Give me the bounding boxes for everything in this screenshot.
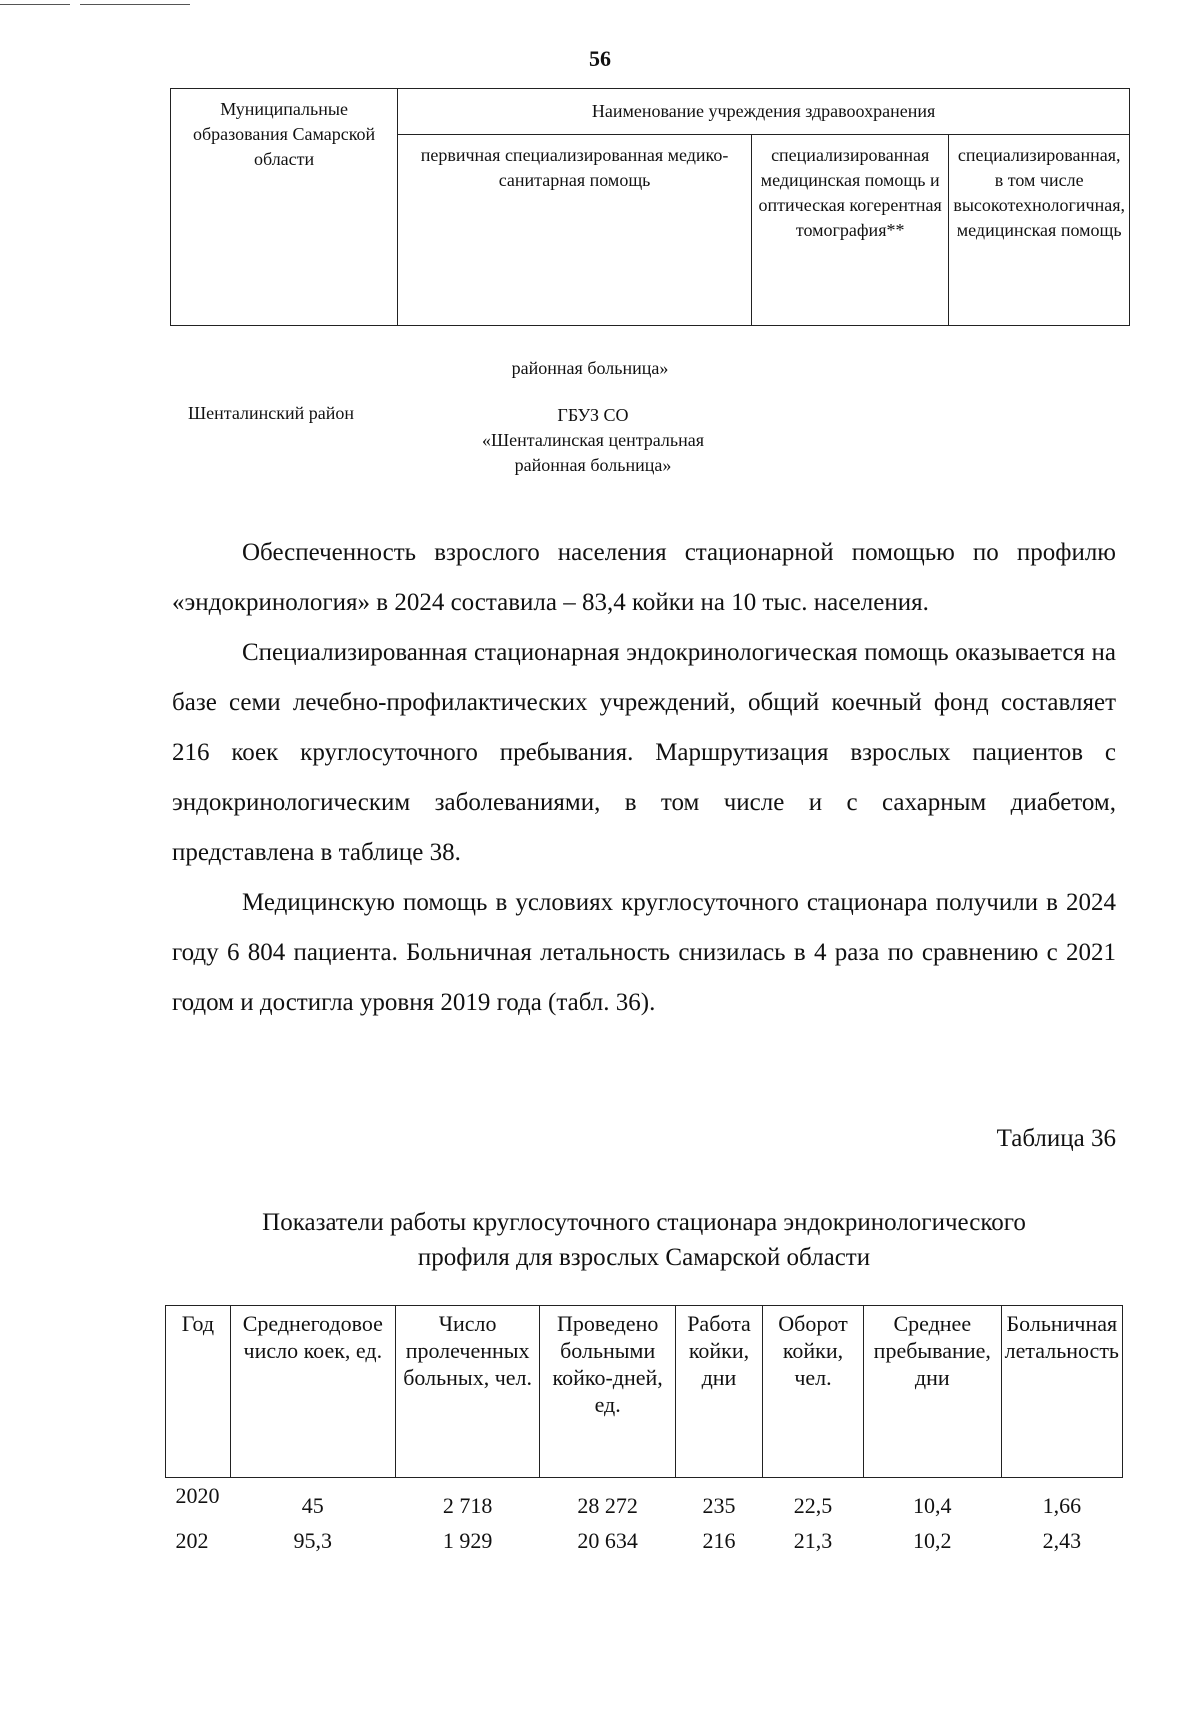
- cell-turnover: 21,3: [793, 1528, 833, 1553]
- institutions-table-header: [170, 88, 1130, 326]
- cell-bed-days: 28 272: [577, 1493, 638, 1518]
- header-avg-beds: Среднегодовое число коек, ед.: [230, 1306, 395, 1478]
- cell-bed-work: 235: [702, 1493, 736, 1518]
- cell-turnover: 22,5: [793, 1493, 833, 1518]
- paragraph: Специализированная стационарная эндокринологическая помощь оказывается на базе семи лечебно-профилактических учреждений, общий коечный фонд составляет 216 коек круглосуточного пребывания. Маршрутизация взрослых пациентов с эндокринологическим заболеваниями, в том числе и с сахарным диабетом, представлена в таблице 38.: [172, 639, 1116, 866]
- header-treated-patients: Число пролеченных больных, чел.: [395, 1306, 540, 1478]
- header-bed-work: Работа койки, дни: [675, 1306, 762, 1478]
- table-title-line: профиля для взрослых Самарской области: [417, 1244, 871, 1271]
- cell-avg-beds: 45: [301, 1493, 324, 1518]
- institution-line: районная больница»: [514, 455, 672, 475]
- table-row: [166, 1523, 1123, 1558]
- institution-line: «Шенталинская центральная: [481, 430, 705, 450]
- header-bed-days: Проведено больными койко-дней, ед.: [540, 1306, 675, 1478]
- cell-avg-stay: 10,2: [913, 1528, 952, 1553]
- scan-artifact: [0, 4, 70, 5]
- page-number: 56: [589, 46, 611, 71]
- cell-year: 202: [175, 1528, 209, 1553]
- district-name: Шенталинский район: [188, 403, 355, 423]
- cell-treated: 2 718: [442, 1493, 493, 1518]
- scan-artifact: [80, 4, 190, 5]
- body-text: [172, 528, 1116, 1028]
- table-title-line: Показатели работы круглосуточного стационара эндокринологического: [262, 1209, 1026, 1236]
- continued-institution-name: районная больница»: [511, 358, 669, 378]
- table-row: [166, 1478, 1123, 1524]
- institution-line: ГБУЗ СО: [557, 405, 629, 425]
- col-specialized-oct: специализированная медицинская помощь и оптическая когерентная томография**: [751, 135, 948, 326]
- cell-mortality: 2,43: [1042, 1528, 1082, 1553]
- cell-treated: 1 929: [442, 1528, 493, 1553]
- paragraph: Обеспеченность взрослого населения стационарной помощью по профилю «эндокринология» в 2024 составила – 83,4 койки на 10 тыс. населения.: [172, 539, 1116, 616]
- col-high-tech: специализированная, в том числе высокотехнологичная, медицинская помощь: [949, 135, 1130, 326]
- col-primary-care: первичная специализированная медико-санитарная помощь: [398, 135, 752, 326]
- cell-bed-work: 216: [702, 1528, 736, 1553]
- cell-avg-stay: 10,4: [913, 1493, 952, 1518]
- header-mortality: Больничная летальность: [1001, 1306, 1122, 1478]
- header-avg-stay: Среднее пребывание, дни: [863, 1306, 1001, 1478]
- institution-name: [455, 403, 731, 478]
- cell-avg-beds: 95,3: [293, 1528, 333, 1553]
- table-label: Таблица 36: [996, 1125, 1116, 1152]
- cell-mortality: 1,66: [1042, 1493, 1082, 1518]
- endocrinology-stats-table: [165, 1305, 1123, 1558]
- institution-header: Наименование учреждения здравоохранения: [398, 89, 1130, 135]
- cell-year: 2020: [175, 1483, 220, 1508]
- municipal-header: Муниципальные образования Самарской области: [171, 89, 398, 326]
- header-bed-turnover: Оборот койки, чел.: [763, 1306, 864, 1478]
- paragraph: Медицинскую помощь в условиях круглосуточного стационара получили в 2024 году 6 804 пациента. Больничная летальность снизилась в 4 раза по сравнению с 2021 годом и достигла уровня 2019 года (табл. 36).: [172, 889, 1116, 1016]
- cell-bed-days: 20 634: [577, 1528, 638, 1553]
- table-title: [172, 1205, 1116, 1275]
- header-year: Год: [166, 1306, 231, 1478]
